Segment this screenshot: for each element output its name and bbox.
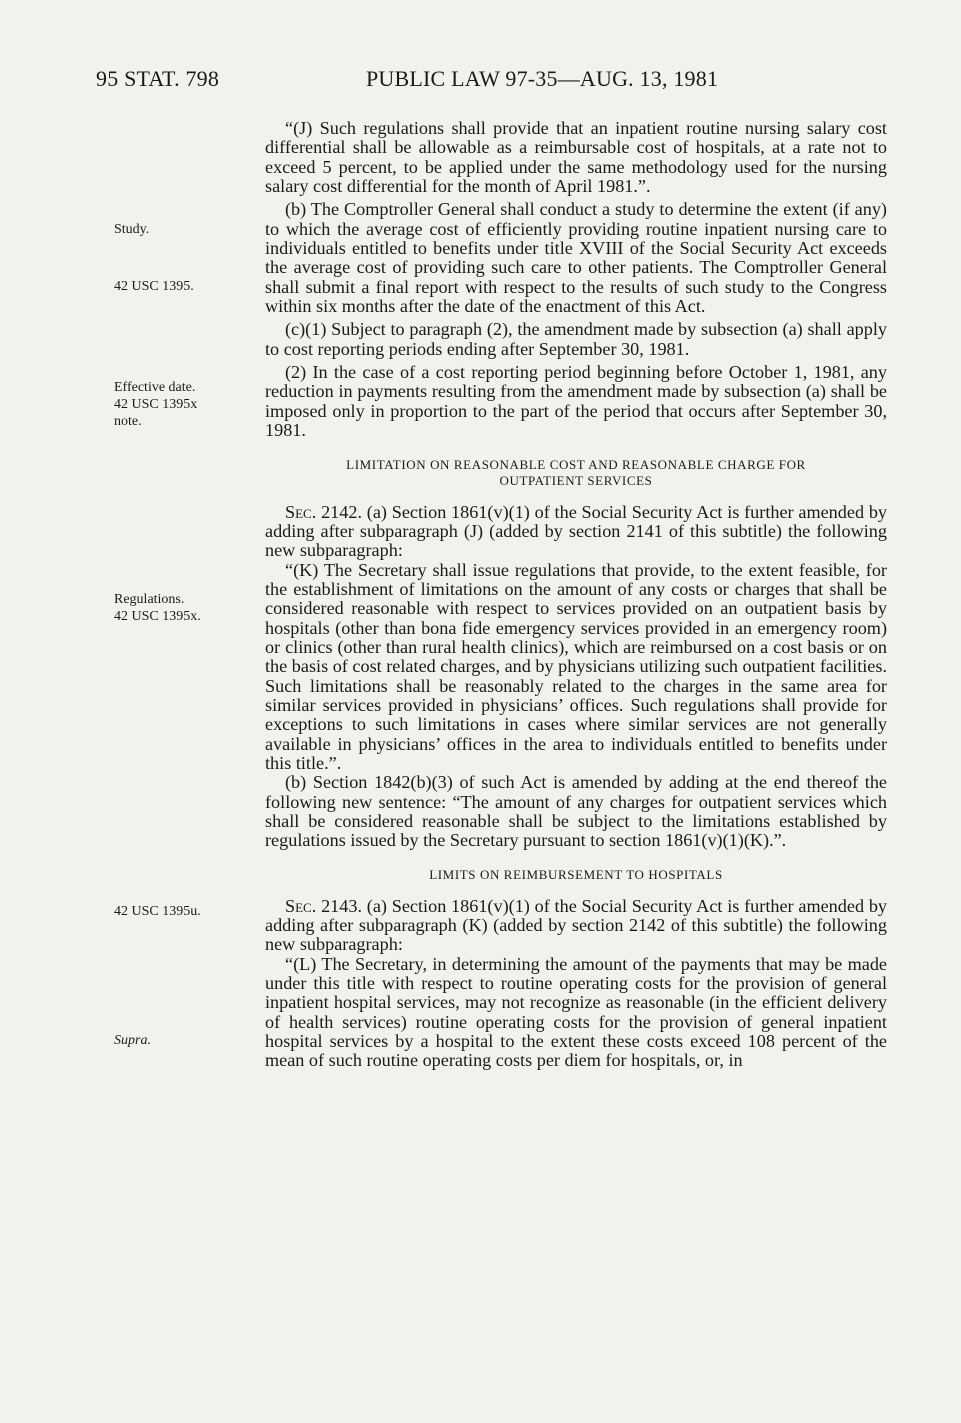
paragraph-c2: (2) In the case of a cost reporting period beginning before October 1, 1981, any reduction in payments resulting from the amendment made by subsection (a) shall be imposed only in proportion to the part of the period that occurs after September 30, 1981. xyxy=(265,362,887,441)
section-heading-2142 xyxy=(265,457,887,489)
margin-note-usc-1395 xyxy=(114,278,264,295)
section-heading-line: LIMITATION ON REASONABLE COST AND REASONABLE CHARGE FOR xyxy=(346,456,806,472)
page-number-header: 95 STAT. 798 xyxy=(96,66,220,91)
section-label: Sec. xyxy=(285,501,317,522)
paragraph-j: “(J) Such regulations shall provide that an inpatient routine nursing salary cost differential shall be allowable as a reimbursable cost of hospitals, at a rate not to exceed 5 percent, to be applied under the same methodology used for the nursing salary cost differential for the month of April 1981.”. xyxy=(265,118,887,197)
section-label: Sec. xyxy=(285,895,317,916)
paragraph-sec-2143 xyxy=(265,897,887,955)
statute-body xyxy=(265,119,887,1071)
margin-note-text: 42 USC 1395u. xyxy=(114,904,201,919)
margin-note-text: 42 USC 1395x xyxy=(114,397,198,412)
margin-note-regulations xyxy=(114,591,264,625)
paragraph-c1: (c)(1) Subject to paragraph (2), the amendment made by subsection (a) shall apply to cost reporting periods ending after September 30, 1981. xyxy=(265,319,887,359)
margin-note-text: note. xyxy=(114,414,142,429)
margin-note-usc-1395u xyxy=(114,903,264,920)
section-text: 2142. (a) Section 1861(v)(1) of the Social Security Act is further amended by adding after subparagraph (J) (added by section 2141 of this subtitle) the following new subparagraph: xyxy=(265,501,888,561)
margin-note-effective-date xyxy=(114,379,264,430)
paragraph-b-study: (b) The Comptroller General shall conduct a study to determine the extent (if any) to which the average cost of efficiently providing routine inpatient nursing care to individuals entitled to benefits under title XVIII of the Social Security Act exceeds the average cost of providing such care to other patients. The Comptroller General shall submit a final report with respect to the results of such study to the Congress within six months after the date of the enactment of this Act. xyxy=(265,199,887,317)
running-title-header: PUBLIC LAW 97-35—AUG. 13, 1981 xyxy=(366,66,719,91)
margin-note-supra xyxy=(114,1032,264,1049)
section-heading-line: LIMITS ON REIMBURSEMENT TO HOSPITALS xyxy=(429,866,723,882)
margin-note-text: 42 USC 1395. xyxy=(114,279,194,294)
margin-note-text: Effective date. xyxy=(114,380,196,395)
margin-note-study xyxy=(114,221,264,238)
margin-note-text: Supra. xyxy=(114,1033,151,1048)
paragraph-sec-2142 xyxy=(265,503,887,561)
section-heading-2143 xyxy=(265,867,887,883)
section-heading-line: OUTPATIENT SERVICES xyxy=(499,472,653,488)
margin-note-text: Study. xyxy=(114,222,150,237)
paragraph-b-1842: (b) Section 1842(b)(3) of such Act is amended by adding at the end thereof the following new sentence: “The amount of any charges for outpatient services which shall be considered reasonable shall be subject to the limitations established by regulations issued by the Secretary pursuant to section 1861(v)(1)(K).”. xyxy=(265,772,887,851)
margin-note-text: Regulations. xyxy=(114,592,185,607)
margin-note-text: 42 USC 1395x. xyxy=(114,609,201,624)
paragraph-l: “(L) The Secretary, in determining the amount of the payments that may be made under this title with respect to routine operating costs for the provision of general inpatient hospital services, may not recognize as reasonable (in the efficient delivery of health services) routine operating costs for the provision of general inpatient hospital services by a hospital to the extent these costs exceed 108 percent of the mean of such routine operating costs per diem for hospitals, or, in xyxy=(265,953,887,1071)
section-text: 2143. (a) Section 1861(v)(1) of the Social Security Act is further amended by adding after subparagraph (K) (added by section 2142 of this subtitle) the following new subparagraph: xyxy=(265,895,888,955)
paragraph-k: “(K) The Secretary shall issue regulations that provide, to the extent feasible, for the establishment of limitations on the amount of any costs or charges that shall be considered reasonable with respect to services provided on an outpatient basis by hospitals (other than bona fide emergency services provided in an emergency room) or clinics (other than rural health clinics), which are reimbursed on a cost basis or on the basis of cost related charges, and by physicians utilizing such outpatient facilities. Such limitations shall be reasonably related to the charges in the same area for similar services provided in physicians’ offices. Such regulations shall provide for exceptions to such limitations in cases where similar services are not generally available in physicians’ offices in the area to individuals entitled to benefits under this title.”. xyxy=(265,559,887,773)
